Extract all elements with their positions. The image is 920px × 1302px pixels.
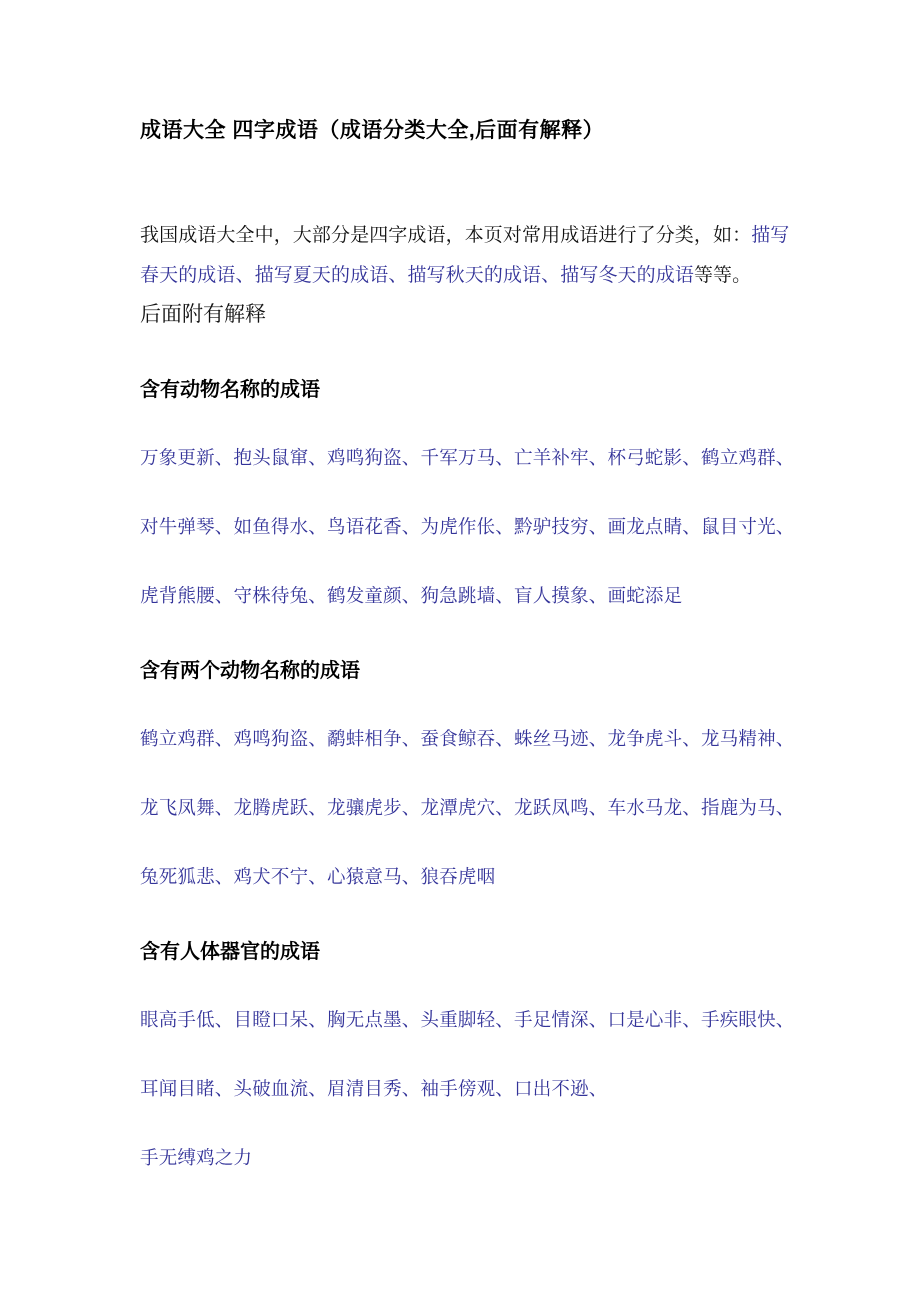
idiom-line[interactable]: 耳闻目睹、头破血流、眉清目秀、袖手傍观、口出不逊、 (140, 1080, 608, 1100)
idiom-line[interactable]: 兔死狐悲、鸡犬不宁、心猿意马、狼吞虎咽 (140, 868, 496, 888)
section-heading-body-organ-idioms: 含有人体器官的成语 (140, 941, 320, 963)
intro-paragraph (140, 216, 792, 296)
intro-link-autumn-idioms[interactable]: 描写秋天的成语 (407, 265, 542, 286)
intro-note: 后面附有解释 (140, 302, 266, 326)
idiom-line[interactable]: 眼高手低、目瞪口呆、胸无点墨、头重脚轻、手足情深、口是心非、手疾眼快、 (140, 1011, 795, 1031)
intro-link-summer-idioms[interactable]: 描写夏天的成语 (254, 265, 389, 286)
intro-separator: 、 (388, 265, 408, 286)
page-title: 成语大全 四字成语（成语分类大全,后面有解释） (140, 119, 605, 142)
idiom-line[interactable]: 万象更新、抱头鼠窜、鸡鸣狗盗、千军万马、亡羊补牢、杯弓蛇影、鹤立鸡群、 (140, 449, 795, 469)
intro-separator: 、 (235, 265, 255, 286)
idiom-line[interactable]: 鹤立鸡群、鸡鸣狗盗、鹬蚌相争、蚕食鲸吞、蛛丝马迹、龙争虎斗、龙马精神、 (140, 730, 795, 750)
section-heading-animal-idioms: 含有动物名称的成语 (140, 379, 320, 401)
intro-link-winter-idioms[interactable]: 描写冬天的成语 (560, 265, 694, 286)
idiom-line[interactable]: 手无缚鸡之力 (140, 1149, 253, 1169)
intro-text-suffix: 等等。 (693, 265, 752, 286)
intro-link-spring-idioms[interactable]: 描写春天的成语 (140, 225, 790, 286)
intro-separator: 、 (541, 265, 561, 286)
idiom-line[interactable]: 对牛弹琴、如鱼得水、鸟语花香、为虎作伥、黔驴技穷、画龙点睛、鼠目寸光、 (140, 518, 795, 538)
idiom-line[interactable]: 龙飞凤舞、龙腾虎跃、龙骧虎步、龙潭虎穴、龙跃凤鸣、车水马龙、指鹿为马、 (140, 799, 795, 819)
section-heading-two-animal-idioms: 含有两个动物名称的成语 (140, 660, 360, 682)
idiom-line[interactable]: 虎背熊腰、守株待兔、鹤发童颜、狗急跳墙、盲人摸象、画蛇添足 (140, 587, 683, 607)
intro-text-prefix: 我国成语大全中，大部分是四字成语，本页对常用成语进行了分类，如： (140, 225, 752, 246)
